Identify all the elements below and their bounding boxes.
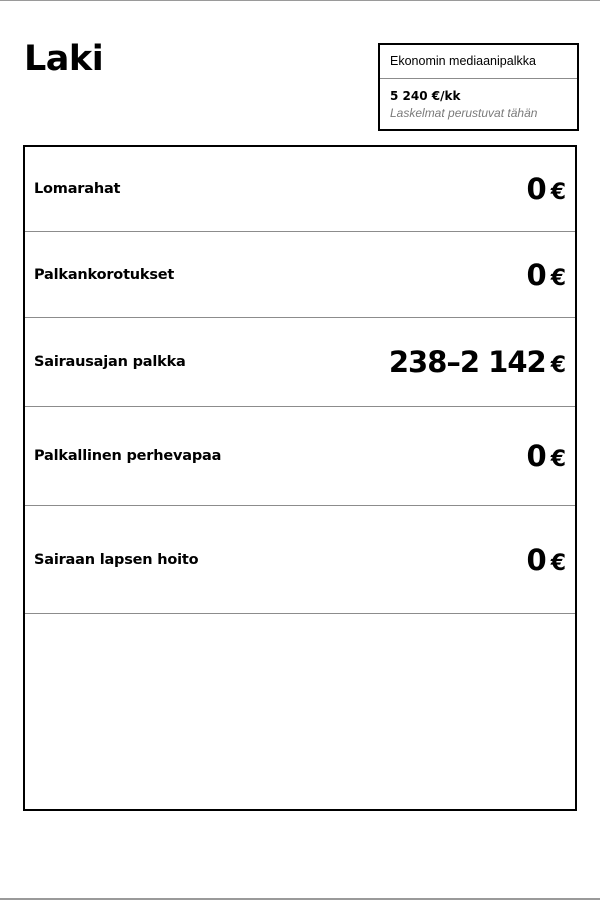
amount-value: 0 — [526, 439, 546, 473]
currency-symbol: € — [550, 180, 566, 205]
median-salary-box — [378, 43, 579, 131]
row-palkallinen-perhevapaa — [25, 407, 575, 506]
page-title: Laki — [24, 39, 104, 79]
row-sairausajan-palkka — [25, 318, 575, 407]
median-salary-heading: Ekonomin mediaanipalkka — [380, 45, 577, 79]
currency-symbol: € — [550, 353, 566, 378]
top-divider — [0, 0, 600, 1]
currency-symbol: € — [550, 550, 566, 576]
row-palkankorotukset — [25, 232, 575, 318]
median-salary-note: Laskelmat perustuvat tähän — [390, 106, 538, 120]
amount-value: 0 — [526, 172, 546, 206]
median-salary-value: 5 240 €/kk — [390, 89, 461, 103]
row-amount — [527, 172, 567, 206]
row-amount — [527, 258, 567, 292]
currency-symbol: € — [550, 447, 566, 472]
amount-value: 0 — [526, 257, 546, 292]
row-amount — [389, 345, 566, 379]
amount-value: 0 — [526, 542, 546, 577]
row-label: Sairaan lapsen hoito — [34, 551, 199, 568]
currency-symbol: € — [550, 265, 566, 291]
benefits-table — [23, 145, 577, 811]
row-label: Sairausajan palkka — [34, 354, 186, 370]
amount-value: 238–2 142 — [388, 345, 546, 379]
row-label: Palkallinen perhevapaa — [34, 448, 222, 464]
row-sairaan-lapsen-hoito — [25, 506, 575, 614]
row-amount — [527, 439, 567, 473]
row-label: Lomarahat — [34, 181, 121, 197]
row-lomarahat — [25, 147, 575, 232]
row-amount — [527, 543, 567, 577]
row-label: Palkankorotukset — [34, 266, 175, 283]
